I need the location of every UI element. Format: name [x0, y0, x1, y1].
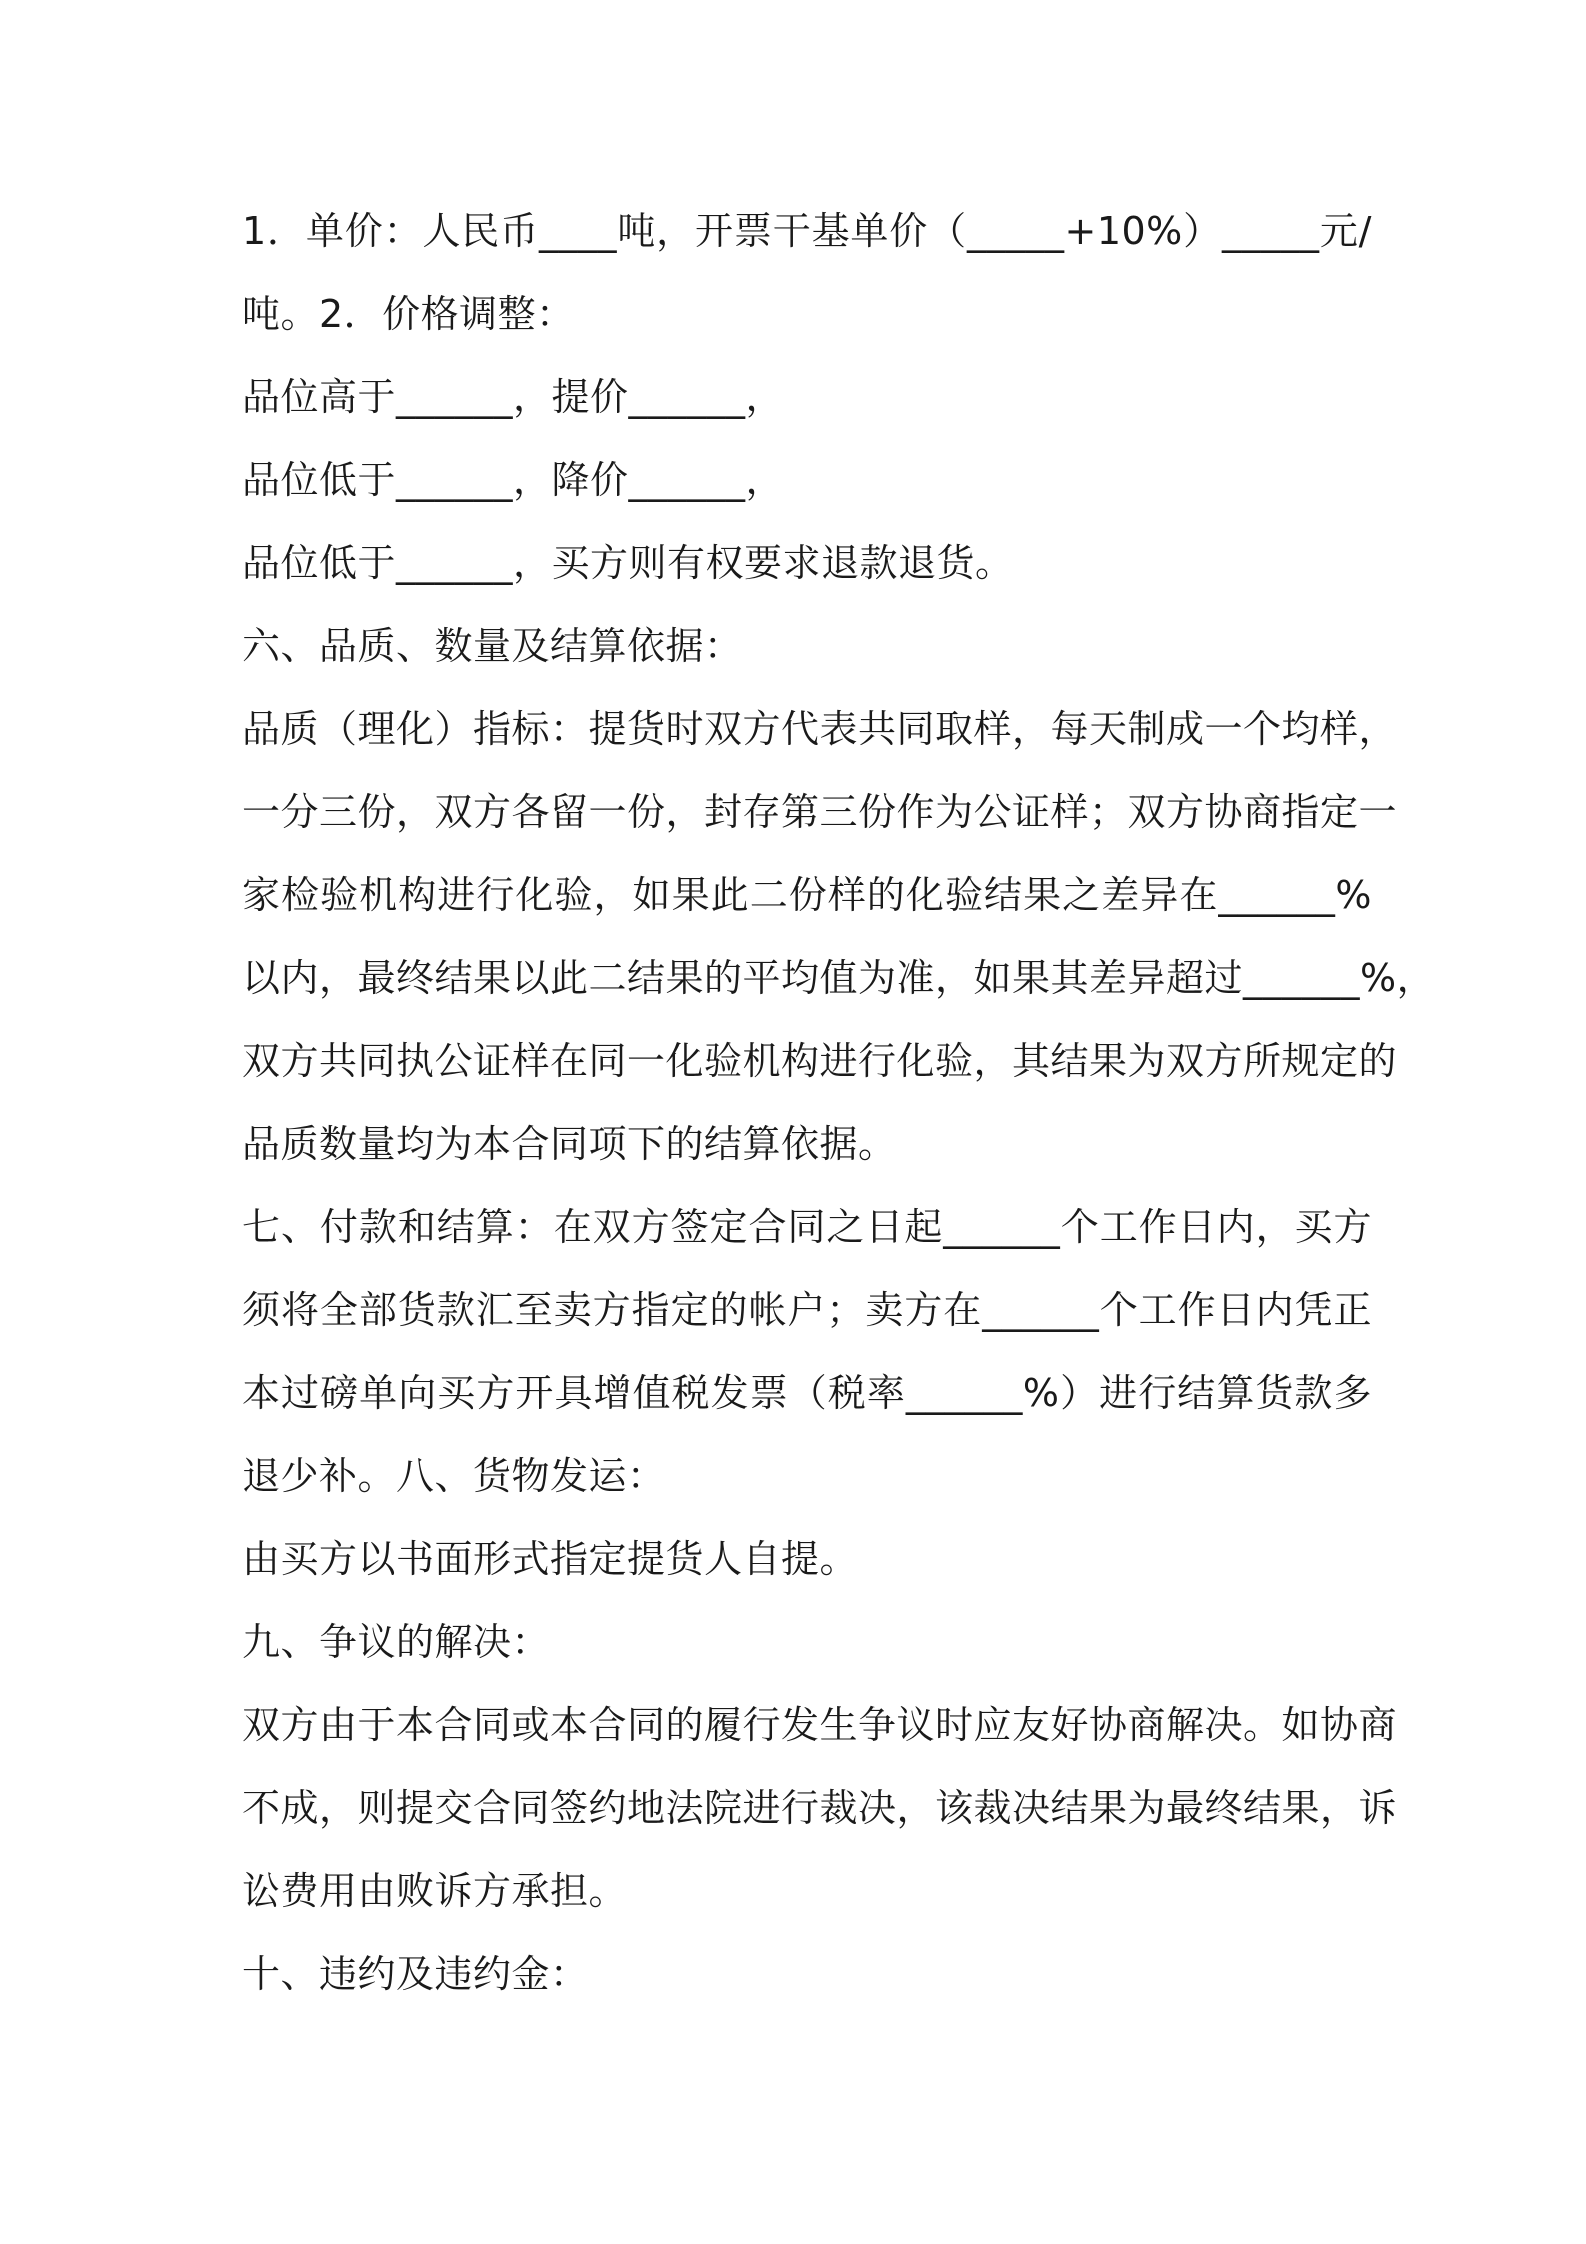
section-heading-dispute: 九、争议的解决：: [242, 1620, 551, 1664]
text-line-unit-price: 1．单价：人民币____吨，开票干基单价（_____+10%）_____元/: [242, 209, 1372, 253]
text-line-quality-5: 双方共同执公证样在同一化验机构进行化验，其结果为双方所规定的: [242, 1039, 1398, 1083]
text-line-payment-3: 本过磅单向买方开具增值税发票（税率______%）进行结算货款多: [242, 1371, 1372, 1415]
text-line-grade-lower: 品位低于______，降价______，: [242, 458, 785, 502]
text-line-quality-2: 一分三份，双方各留一份，封存第三份作为公证样；双方协商指定一: [242, 790, 1398, 834]
text-line-payment-1: 七、付款和结算：在双方签定合同之日起______个工作日内，买方: [242, 1205, 1372, 1249]
text-line-payment-2: 须将全部货款汇至卖方指定的帐户；卖方在______个工作日内凭正: [242, 1288, 1372, 1332]
text-line-quality-6: 品质数量均为本合同项下的结算依据。: [242, 1122, 897, 1166]
text-line-grade-higher: 品位高于______，提价______，: [242, 375, 785, 419]
text-line-dispute-3: 讼费用由败诉方承担。: [242, 1869, 628, 1913]
text-line-shipping: 由买方以书面形式指定提货人自提。: [242, 1537, 859, 1581]
section-heading-breach: 十、违约及违约金：: [242, 1952, 589, 1996]
section-heading-quality: 六、品质、数量及结算依据：: [242, 624, 743, 668]
text-line-dispute-1: 双方由于本合同或本合同的履行发生争议时应友好协商解决。如协商: [242, 1703, 1398, 1747]
text-line-dispute-2: 不成，则提交合同签约地法院进行裁决，该裁决结果为最终结果，诉: [242, 1786, 1398, 1830]
text-line-price-adjustment: 吨。2．价格调整：: [242, 292, 575, 336]
text-line-quality-3: 家检验机构进行化验，如果此二份样的化验结果之差异在______%: [242, 873, 1372, 917]
text-line-quality-4: 以内，最终结果以此二结果的平均值为准，如果其差异超过______%，: [242, 956, 1436, 1000]
text-line-grade-lower-refund: 品位低于______，买方则有权要求退款退货。: [242, 541, 1014, 585]
text-line-quality-1: 品质（理化）指标：提货时双方代表共同取样，每天制成一个均样，: [242, 707, 1398, 751]
text-line-payment-4: 退少补。八、货物发运：: [242, 1454, 666, 1498]
